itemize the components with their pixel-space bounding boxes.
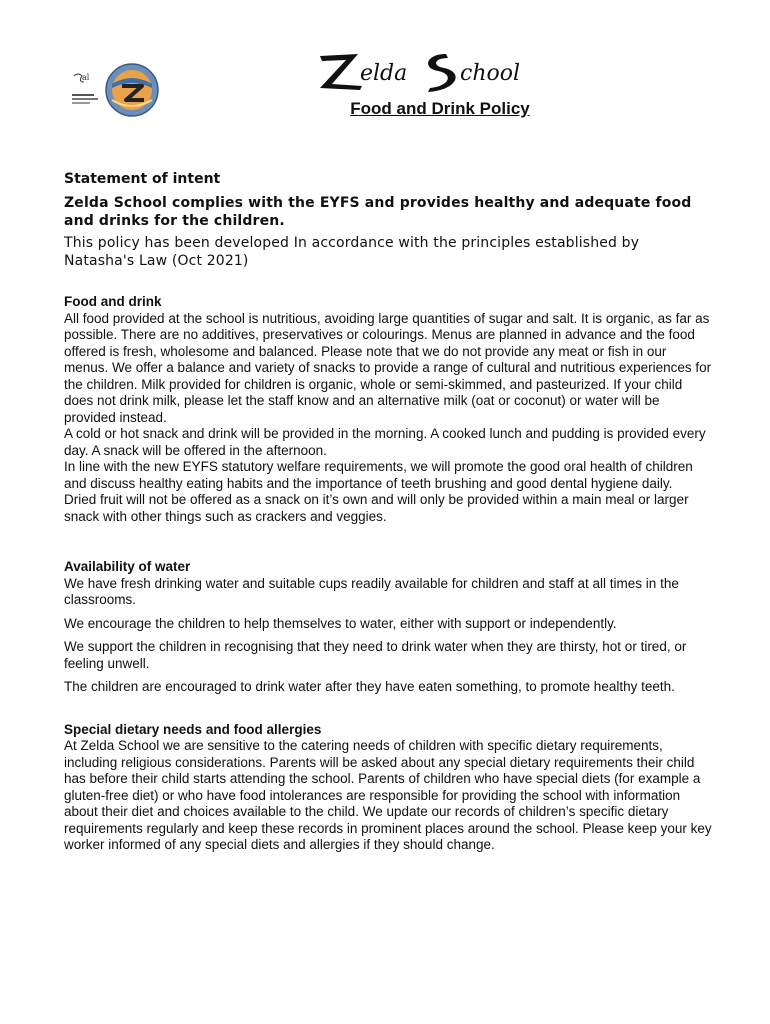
statement-of-intent <box>64 170 714 270</box>
food-heading: Food and drink <box>64 294 162 309</box>
food-paragraph: All food provided at the school is nutritious, avoiding large quantities of sugar and salt. It is organic, as far as possible. There are no additives, preservatives or colourings. Menus are planned in advance and the food offered is fresh, wholesome and balanced. Please note that we do not provide any meat or fish in our menus. We offer a balance and variety of snacks to provide a range of cultural and nutritious experiences for the children. Milk provided for children is organic, whole or semi-skimmed, and pasteurized. If your child does not drink milk, please let the staff know and an alternative milk (oat or coconut) or water will be provided instead. <box>64 310 712 425</box>
dietary-section <box>64 722 714 854</box>
water-paragraph: We encourage the children to help themselves to water, either with support or independently. <box>64 615 617 631</box>
food-paragraph: In line with the new EYFS statutory welfare requirements, we will promote the good oral health of children and discuss healthy eating habits and the importance of teeth brushing and good dental hygiene daily. <box>64 459 693 491</box>
intent-heading: Statement of intent <box>64 171 221 187</box>
food-and-drink-section <box>64 294 714 525</box>
water-heading: Availability of water <box>64 559 191 574</box>
svg-text:chool: chool <box>460 61 521 86</box>
food-paragraph: Dried fruit will not be offered as a snack on it’s own and will only be provided within a main meal or larger snack with other things such as crackers and veggies. <box>64 492 689 524</box>
water-paragraph: We support the children in recognising that they need to drink water when they are thirsty, hot or tired, or feeling unwell. <box>64 639 687 671</box>
food-paragraph: A cold or hot snack and drink will be provided in the morning. A cooked lunch and pudding is provided every day. A snack will be offered in the afternoon. <box>64 426 706 458</box>
svg-text:elda: elda <box>360 61 408 86</box>
dietary-heading: Special dietary needs and food allergies <box>64 721 322 737</box>
zelda-school-wordmark <box>318 50 558 94</box>
water-section <box>64 559 714 696</box>
intent-bold-statement: Zelda School complies with the EYFS and provides healthy and adequate food and drinks for the children. <box>64 195 692 229</box>
svg-text:al: al <box>82 73 90 82</box>
page-title: Food and Drink Policy <box>350 99 530 118</box>
intent-text: This policy has been developed In accordance with the principles established by Natasha's Law (Oct 2021) <box>64 235 640 269</box>
document-body <box>64 170 714 854</box>
water-paragraph: The children are encouraged to drink water after they have eaten something, to promote healthy teeth. <box>64 679 675 694</box>
water-paragraph: We have fresh drinking water and suitable cups readily available for children and staff at all times in the classrooms. <box>64 575 679 607</box>
dietary-paragraph: At Zelda School we are sensitive to the catering needs of children with specific dietary requirements, including religious considerations. Parents will be asked about any special dietary requirements their child has before their child starts attending the school. Parents of children who have special diets (for example a gluten-free diet) or who have food intolerances are responsible for providing the school with information about their diet and choices available to the child. We update our records of children’s specific dietary requirements regularly and keep these records in prominent places around the school. Please keep your key worker informed of any special diets and allergies if they should change. <box>64 738 712 852</box>
